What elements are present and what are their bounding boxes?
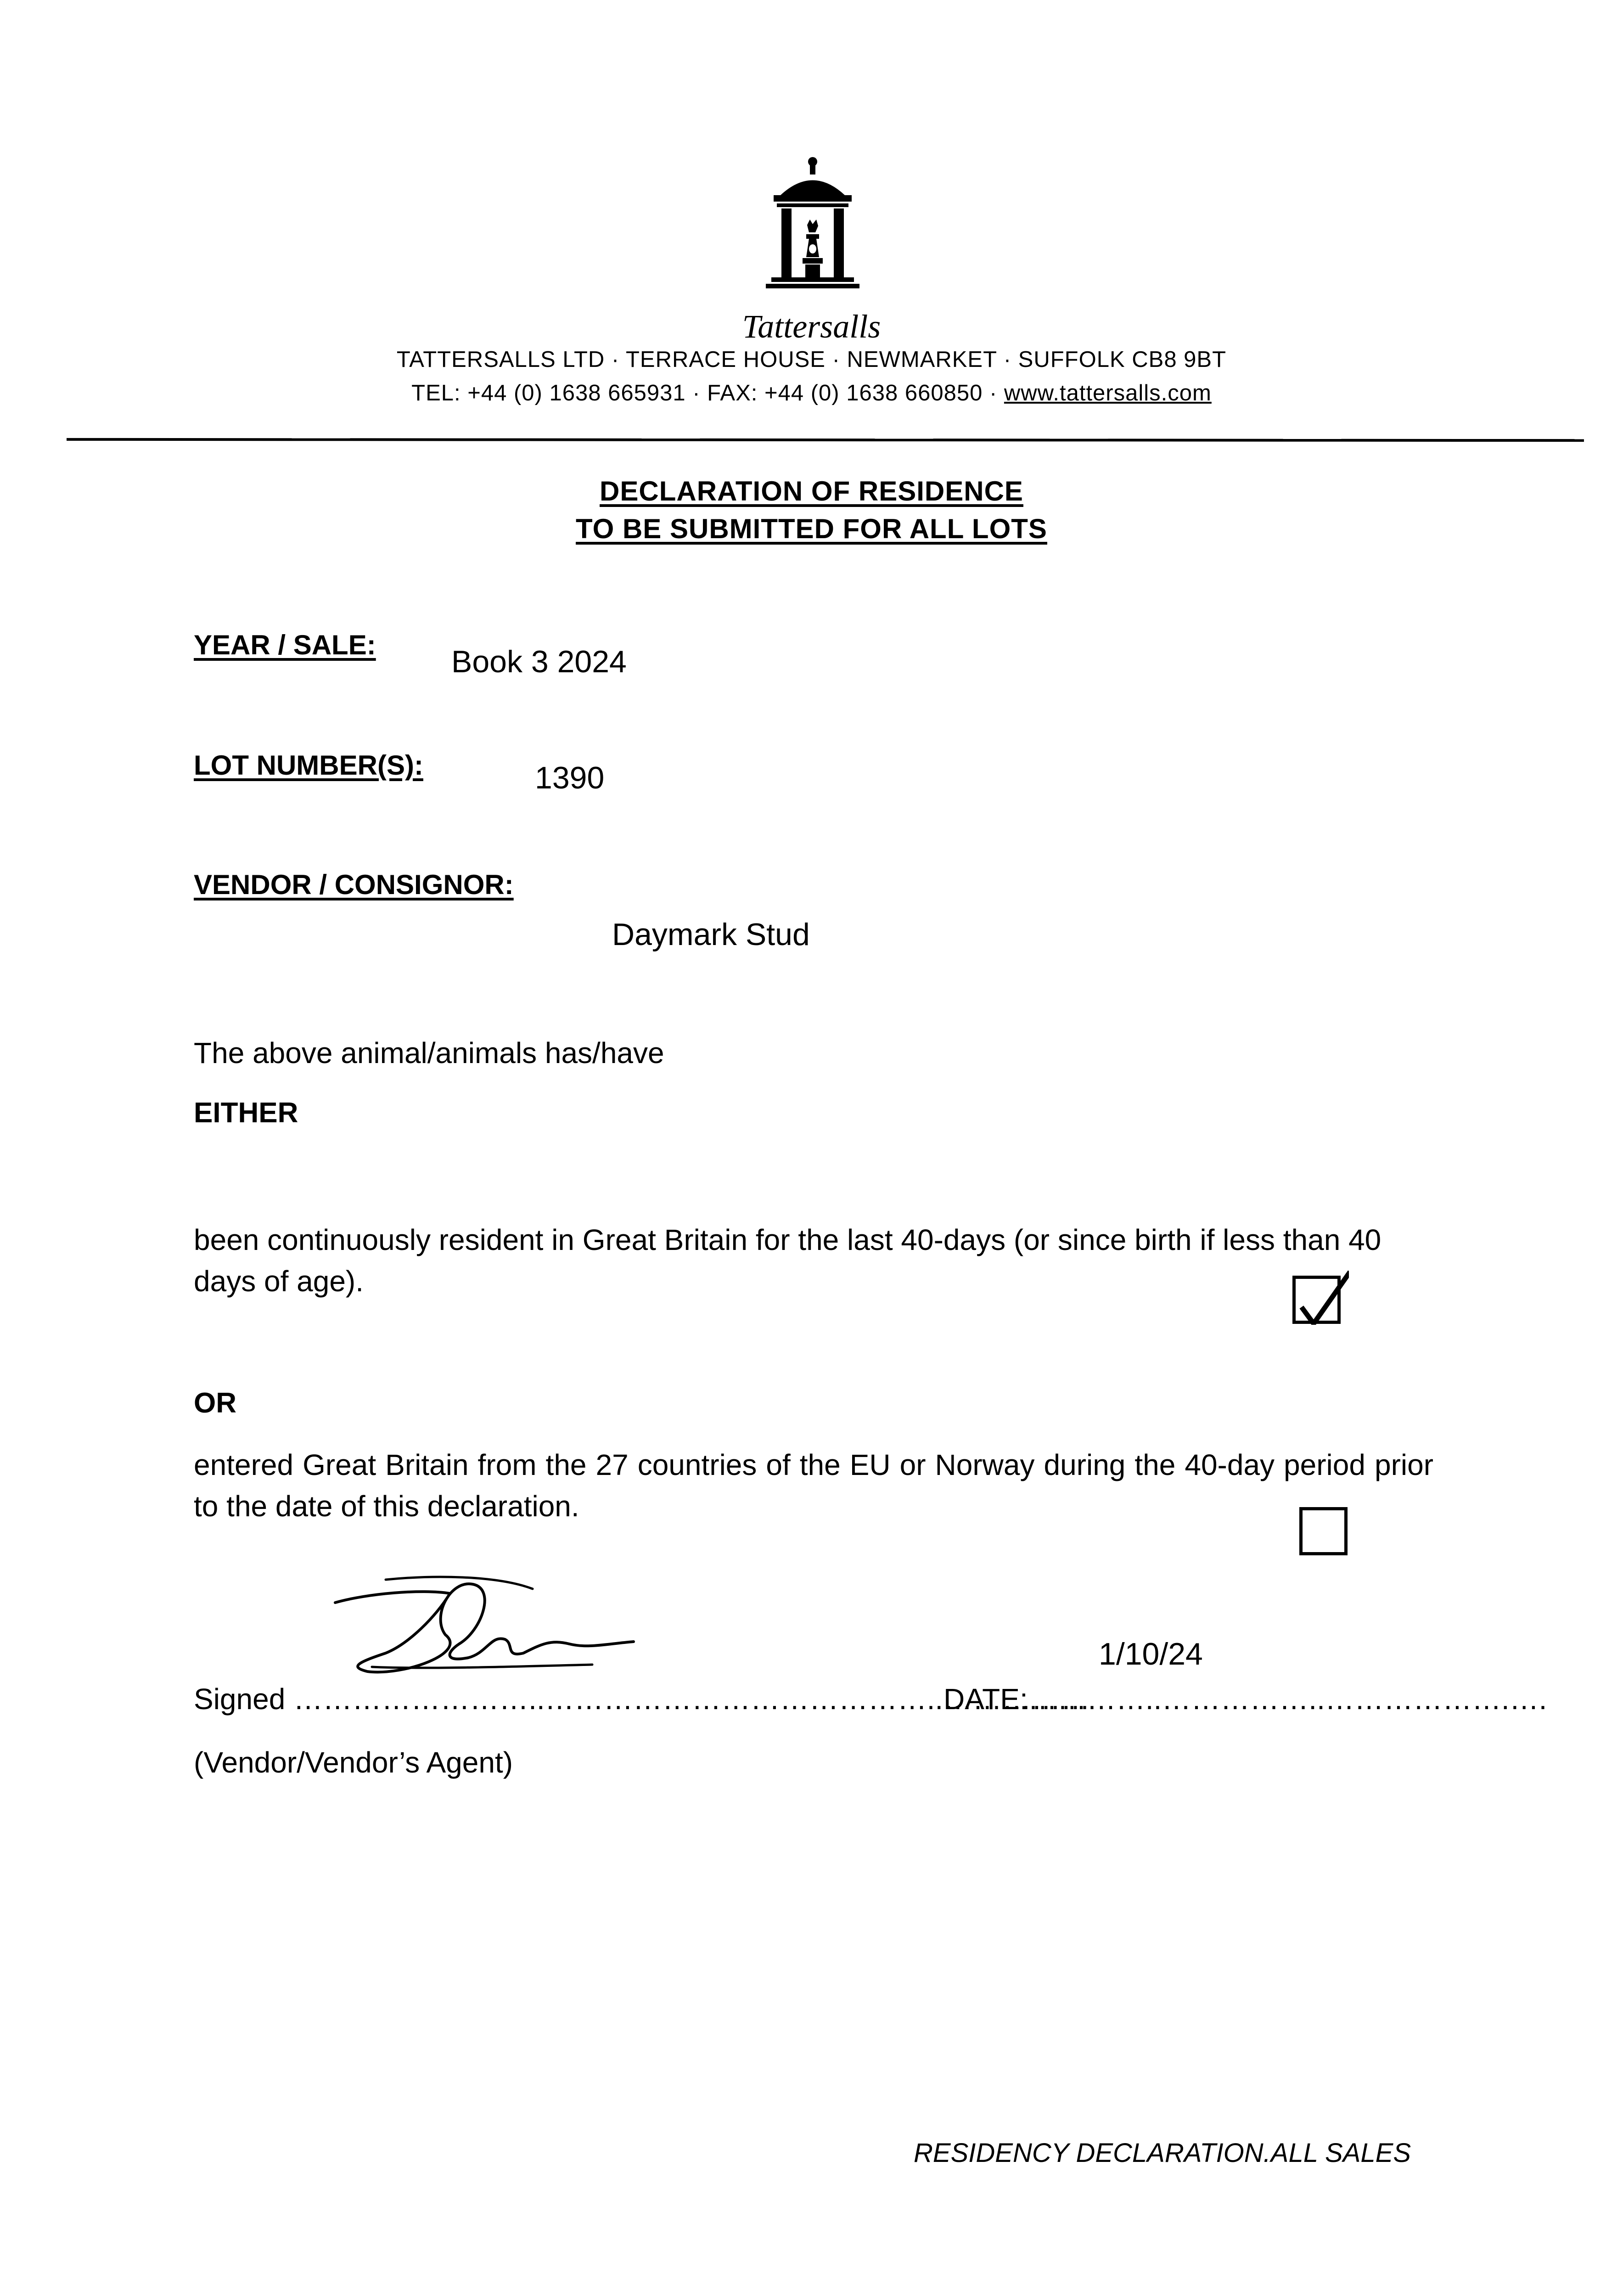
or-heading: OR — [194, 1387, 236, 1419]
contact-line — [0, 380, 1623, 406]
option2-text: entered Great Britain from the 27 countries of the EU or Norway during the 40-day period prior to the date of this declaration. — [194, 1448, 1433, 1523]
option1-checkbox[interactable] — [1292, 1276, 1341, 1324]
document-footer: RESIDENCY DECLARATION.ALL SALES — [914, 2138, 1411, 2168]
address-line: TATTERSALLS LTD · TERRACE HOUSE · NEWMARKET · SUFFOLK CB8 9BT — [396, 347, 1227, 372]
option2-checkbox[interactable] — [1299, 1507, 1348, 1555]
contact-phone-fax: TEL: +44 (0) 1638 665931 · FAX: +44 (0) 1638 660850 · — [411, 381, 1004, 405]
vendor-value[interactable]: Daymark Stud — [612, 917, 810, 952]
option1-text: been continuously resident in Great Britain for the last 40-days (or since birth if less than 40 days of age). — [194, 1223, 1382, 1298]
vendor-label: VENDOR / CONSIGNOR: — [194, 869, 514, 900]
lot-number-value[interactable]: 1390 — [535, 760, 605, 795]
signed-line: Signed ……………………..…………………………………..…………… — [194, 1683, 1090, 1716]
statement-intro: The above animal/animals has/have — [194, 1036, 664, 1069]
date-value[interactable]: 1/10/24 — [1099, 1637, 1203, 1671]
website-link[interactable]: www.tattersalls.com — [1004, 381, 1212, 405]
lot-number-label: LOT NUMBER(S): — [194, 750, 423, 781]
either-heading: EITHER — [194, 1097, 298, 1129]
brand-name: Tattersalls — [742, 308, 881, 345]
date-line: DATE:…………..……………..……………….…. — [943, 1683, 1547, 1716]
document-title: DECLARATION OF RESIDENCE — [600, 476, 1023, 506]
document-subtitle: TO BE SUBMITTED FOR ALL LOTS — [576, 513, 1047, 544]
year-sale-value[interactable]: Book 3 2024 — [451, 644, 627, 679]
year-sale-label: YEAR / SALE: — [194, 630, 376, 660]
handwritten-signature — [331, 1575, 643, 1690]
signer-role: (Vendor/Vendor’s Agent) — [194, 1746, 513, 1779]
checkmark-icon — [1294, 1265, 1349, 1325]
header-divider — [67, 438, 1584, 442]
tattersalls-logo — [748, 152, 877, 308]
